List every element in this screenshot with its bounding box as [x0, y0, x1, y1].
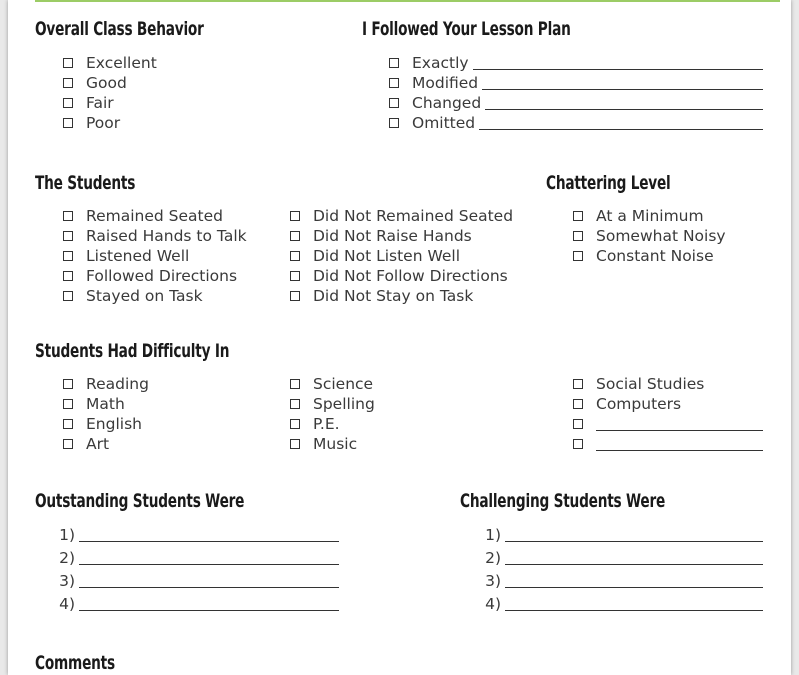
entry-number: 4)	[485, 595, 501, 613]
subject-option[interactable]	[290, 374, 373, 394]
write-in-line[interactable]	[79, 587, 339, 588]
subject-option[interactable]	[63, 394, 125, 414]
checkbox[interactable]	[63, 118, 73, 128]
checkbox[interactable]	[63, 231, 73, 241]
checkbox[interactable]	[389, 118, 399, 128]
subject-option[interactable]	[573, 374, 704, 394]
option-label: Did Not Stay on Task	[313, 287, 474, 305]
subject-option[interactable]	[63, 434, 109, 454]
checkbox[interactable]	[290, 211, 300, 221]
checkbox[interactable]	[389, 58, 399, 68]
entry-number: 1)	[59, 526, 75, 544]
checkbox[interactable]	[290, 439, 300, 449]
option-label: Omitted	[412, 114, 476, 132]
chatter-option[interactable]	[573, 206, 704, 226]
checkbox[interactable]	[63, 98, 73, 108]
subject-write-in[interactable]	[573, 434, 763, 454]
option-label: Fair	[86, 94, 114, 112]
subject-option[interactable]	[63, 374, 149, 394]
option-label: Social Studies	[596, 375, 705, 393]
subject-option[interactable]	[63, 414, 142, 434]
students-negative-item[interactable]	[290, 206, 513, 226]
subject-option[interactable]	[573, 394, 681, 414]
outstanding-entry[interactable]	[57, 594, 339, 614]
challenging-entry[interactable]	[483, 594, 763, 614]
write-in-line[interactable]	[79, 541, 339, 542]
option-label: Good	[86, 74, 127, 92]
checkbox[interactable]	[63, 211, 73, 221]
checkbox[interactable]	[63, 419, 73, 429]
entry-number: 2)	[59, 549, 75, 567]
option-label: Excellent	[86, 54, 157, 72]
checkbox[interactable]	[389, 78, 399, 88]
entry-number: 3)	[485, 572, 501, 590]
checkbox[interactable]	[573, 251, 583, 261]
chatter-option[interactable]	[573, 246, 714, 266]
option-label: P.E.	[313, 415, 340, 433]
checkbox[interactable]	[63, 271, 73, 281]
checkbox[interactable]	[573, 399, 583, 409]
checkbox[interactable]	[573, 211, 583, 221]
overall-option-good[interactable]	[63, 73, 127, 93]
option-label: Remained Seated	[86, 207, 223, 225]
checkbox[interactable]	[290, 399, 300, 409]
entry-number: 2)	[485, 549, 501, 567]
checkbox[interactable]	[63, 379, 73, 389]
subject-option[interactable]	[290, 434, 357, 454]
write-in-line[interactable]	[79, 564, 339, 565]
lesson-option-modified[interactable]	[389, 73, 763, 93]
outstanding-entry[interactable]	[57, 571, 339, 591]
option-label: Changed	[412, 94, 482, 112]
outstanding-entry[interactable]	[57, 548, 339, 568]
option-label: Stayed on Task	[86, 287, 203, 305]
option-label: Poor	[86, 114, 121, 132]
checkbox[interactable]	[63, 78, 73, 88]
checkbox[interactable]	[573, 379, 583, 389]
students-positive-item[interactable]	[63, 266, 237, 286]
option-label: English	[86, 415, 142, 433]
overall-behavior-heading: Overall Class Behavior	[35, 18, 204, 40]
option-label: Reading	[86, 375, 149, 393]
option-label: Constant Noise	[596, 247, 714, 265]
checkbox[interactable]	[63, 58, 73, 68]
checkbox[interactable]	[389, 98, 399, 108]
option-label: Did Not Raise Hands	[313, 227, 472, 245]
students-negative-item[interactable]	[290, 226, 472, 246]
overall-option-poor[interactable]	[63, 113, 120, 133]
students-positive-item[interactable]	[63, 286, 203, 306]
subject-option[interactable]	[290, 414, 340, 434]
lesson-option-exactly[interactable]	[389, 53, 763, 73]
write-in-line[interactable]	[482, 89, 763, 90]
students-positive-item[interactable]	[63, 206, 223, 226]
lesson-option-omitted[interactable]	[389, 113, 763, 133]
comments-heading: Comments	[35, 652, 115, 674]
write-in-line[interactable]	[485, 109, 763, 110]
difficulty-heading: Students Had Difficulty In	[35, 340, 230, 362]
write-in-line[interactable]	[505, 564, 763, 565]
challenging-entry[interactable]	[483, 548, 763, 568]
write-in-line[interactable]	[505, 587, 763, 588]
option-label: Listened Well	[86, 247, 190, 265]
write-in-line[interactable]	[596, 450, 763, 451]
option-label: Did Not Remained Seated	[313, 207, 514, 225]
checkbox[interactable]	[573, 439, 583, 449]
chattering-level-heading: Chattering Level	[546, 172, 671, 194]
option-label: Raised Hands to Talk	[86, 227, 247, 245]
students-negative-item[interactable]	[290, 266, 508, 286]
checkbox[interactable]	[290, 379, 300, 389]
checkbox[interactable]	[63, 439, 73, 449]
students-heading: The Students	[35, 172, 136, 194]
write-in-line[interactable]	[505, 610, 763, 611]
option-label: Somewhat Noisy	[596, 227, 726, 245]
challenging-entry[interactable]	[483, 525, 763, 545]
option-label: Spelling	[313, 395, 375, 413]
chatter-option[interactable]	[573, 226, 726, 246]
write-in-line[interactable]	[473, 69, 763, 70]
entry-number: 4)	[59, 595, 75, 613]
option-label: Did Not Listen Well	[313, 247, 461, 265]
overall-option-excellent[interactable]	[63, 53, 157, 73]
lesson-plan-heading: I Followed Your Lesson Plan	[362, 18, 571, 40]
option-label: Art	[86, 435, 110, 453]
checkbox[interactable]	[573, 419, 583, 429]
students-positive-item[interactable]	[63, 226, 247, 246]
lesson-option-changed[interactable]	[389, 93, 763, 113]
option-label: Followed Directions	[86, 267, 238, 285]
option-label: At a Minimum	[596, 207, 704, 225]
checkbox[interactable]	[290, 231, 300, 241]
students-negative-item[interactable]	[290, 286, 473, 306]
challenging-students-heading: Challenging Students Were	[460, 490, 666, 512]
option-label: Science	[313, 375, 374, 393]
checkbox[interactable]	[290, 251, 300, 261]
option-label: Computers	[596, 395, 682, 413]
checkbox[interactable]	[290, 419, 300, 429]
report-page	[8, 0, 791, 675]
checkbox[interactable]	[290, 291, 300, 301]
option-label: Modified	[412, 74, 479, 92]
students-negative-item[interactable]	[290, 246, 460, 266]
write-in-line[interactable]	[505, 541, 763, 542]
checkbox[interactable]	[290, 271, 300, 281]
option-label: Did Not Follow Directions	[313, 267, 508, 285]
write-in-line[interactable]	[479, 129, 763, 130]
option-label: Music	[313, 435, 358, 453]
overall-option-fair[interactable]	[63, 93, 114, 113]
write-in-line[interactable]	[79, 610, 339, 611]
challenging-entry[interactable]	[483, 571, 763, 591]
accent-rule	[35, 0, 780, 2]
entry-number: 1)	[485, 526, 501, 544]
subject-option[interactable]	[290, 394, 375, 414]
subject-write-in[interactable]	[573, 414, 763, 434]
write-in-line[interactable]	[596, 430, 763, 431]
checkbox[interactable]	[63, 399, 73, 409]
checkbox[interactable]	[573, 231, 583, 241]
option-label: Math	[86, 395, 125, 413]
checkbox[interactable]	[63, 291, 73, 301]
outstanding-students-heading: Outstanding Students Were	[35, 490, 245, 512]
students-positive-item[interactable]	[63, 246, 189, 266]
outstanding-entry[interactable]	[57, 525, 339, 545]
checkbox[interactable]	[63, 251, 73, 261]
option-label: Exactly	[412, 54, 469, 72]
entry-number: 3)	[59, 572, 75, 590]
